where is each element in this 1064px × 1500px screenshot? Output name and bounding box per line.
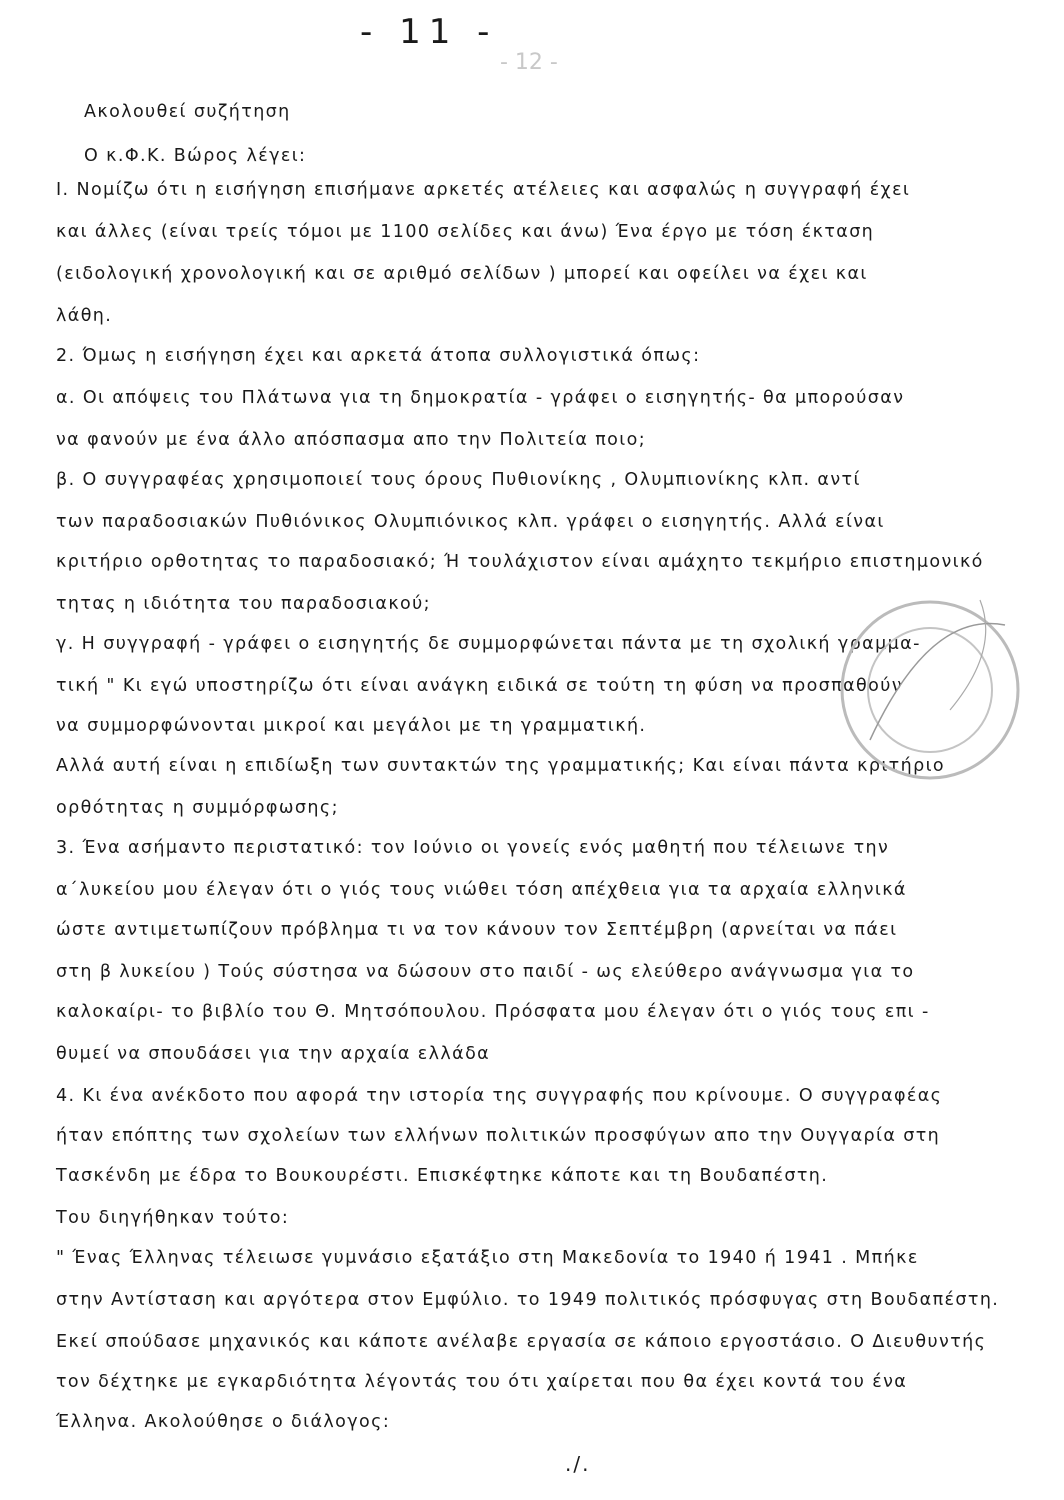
text-line: I. Νομίζω ότι η εισήγηση επισήμανε αρκετές ατέλειες και ασφαλώς η συγγραφή έχει [56, 180, 911, 200]
rubber-stamp [830, 590, 1030, 790]
text-line: Έλληνα. Ακολούθησε ο διάλογος: [56, 1412, 391, 1432]
text-line: τον δέχτηκε με εγκαρδιότητα λέγοντάς του ότι χαίρεται που θα έχει κοντά του ένα [56, 1372, 908, 1392]
continuation-mark: ./. [565, 1452, 591, 1476]
text-line: και άλλες (είναι τρείς τόμοι με 1100 σελίδες και άνω) Ένα έργο με τόση έκταση [56, 222, 875, 242]
text-line: Ακολουθεί συζήτηση [84, 102, 291, 122]
text-line: τική " Κι εγώ υποστηρίζω ότι είναι ανάγκη ειδικά σε τούτη τη φύση να προσπαθούν [56, 676, 903, 696]
text-line: (ειδολογική χρονολογική και σε αριθμό σελίδων ) μπορεί και οφείλει να έχει και [56, 264, 868, 284]
text-line: Εκεί σπούδασε μηχανικός και κάποτε ανέλαβε εργασία σε κάποιο εργοστάσιο. Ο Διευθυντής [56, 1332, 987, 1352]
text-line: Τασκένδη με έδρα το Βουκουρέστι. Επισκέφτηκε κάποτε και τη Βουδαπέστη. [56, 1166, 829, 1186]
text-line: κριτήριο ορθοτητας το παραδοσιακό; Ή τουλάχιστον είναι αμάχητο τεκμήριο επιστημονικό [56, 552, 984, 572]
text-line: να φανούν με ένα άλλο απόσπασμα απο την Πολιτεία ποιο; [56, 430, 647, 450]
text-line: στην Αντίσταση και αργότερα στον Εμφύλιο. το 1949 πολιτικός πρόσφυγας στη Βουδαπέστη. [56, 1290, 1000, 1310]
text-line: " Ένας Έλληνας τέλειωσε γυμνάσιο εξατάξιο στη Μακεδονία το 1940 ή 1941 . Μπήκε [56, 1248, 919, 1268]
text-line: 3. Ένα ασήμαντο περιστατικό: τον Ιούνιο οι γονείς ενός μαθητή που τέλειωνε την [56, 838, 890, 858]
text-line: θυμεί να σπουδάσει για την αρχαία ελλάδα [56, 1044, 491, 1064]
text-line: ήταν επόπτης των σχολείων των ελλήνων πολιτικών προσφύγων απο την Ουγγαρία στη [56, 1126, 941, 1146]
text-line: να συμμορφώνονται μικροί και μεγάλοι με τη γραμματική. [56, 716, 647, 736]
text-line: στη β λυκείου ) Τούς σύστησα να δώσουν στο παιδί - ως ελεύθερο ανάγνωσμα για το [56, 962, 915, 982]
text-line: α΄λυκείου μου έλεγαν ότι ο γιός τους νιώθει τόση απέχθεια για τα αρχαία ελληνικά [56, 880, 907, 900]
text-line: α. Οι απόψεις του Πλάτωνα για τη δημοκρατία - γράφει ο εισηγητής- θα μπορούσαν [56, 388, 905, 408]
text-line: καλοκαίρι- το βιβλίο του Θ. Μητσόπουλου. Πρόσφατα μου έλεγαν ότι ο γιός τους επι - [56, 1002, 930, 1022]
text-line: β. Ο συγγραφέας χρησιμοποιεί τους όρους Πυθιονίκης , Ολυμπιονίκης κλπ. αντί [56, 470, 861, 490]
text-line: των παραδοσιακών Πυθιόνικος Ολυμπιόνικος κλπ. γράφει ο εισηγητής. Αλλά είναι [56, 512, 885, 532]
text-line: Αλλά αυτή είναι η επιδίωξη των συντακτών της γραμματικής; Και είναι πάντα κριτήριο [56, 756, 946, 776]
text-line: ώστε αντιμετωπίζουν πρόβλημα τι να τον κάνουν τον Σεπτέμβρη (αρνείται να πάει [56, 920, 898, 940]
page-number: - 11 - [360, 12, 498, 52]
text-line: Του διηγήθηκαν τούτο: [56, 1208, 290, 1228]
text-line: τητας η ιδιότητα του παραδοσιακού; [56, 594, 431, 614]
text-line: ορθότητας η συμμόρφωσης; [56, 798, 339, 818]
ghost-page-number: - 12 - [500, 50, 558, 75]
text-line: γ. Η συγγραφή - γράφει ο εισηγητής δε συμμορφώνεται πάντα με τη σχολική γραμμα- [56, 634, 921, 654]
text-line: λάθη. [56, 306, 113, 326]
text-line: 4. Κι ένα ανέκδοτο που αφορά την ιστορία της συγγραφής που κρίνουμε. Ο συγγραφέας [56, 1086, 943, 1106]
text-line: Ο κ.Φ.Κ. Βώρος λέγει: [84, 146, 307, 166]
text-line: 2. Όμως η εισήγηση έχει και αρκετά άτοπα συλλογιστικά όπως: [56, 346, 701, 366]
